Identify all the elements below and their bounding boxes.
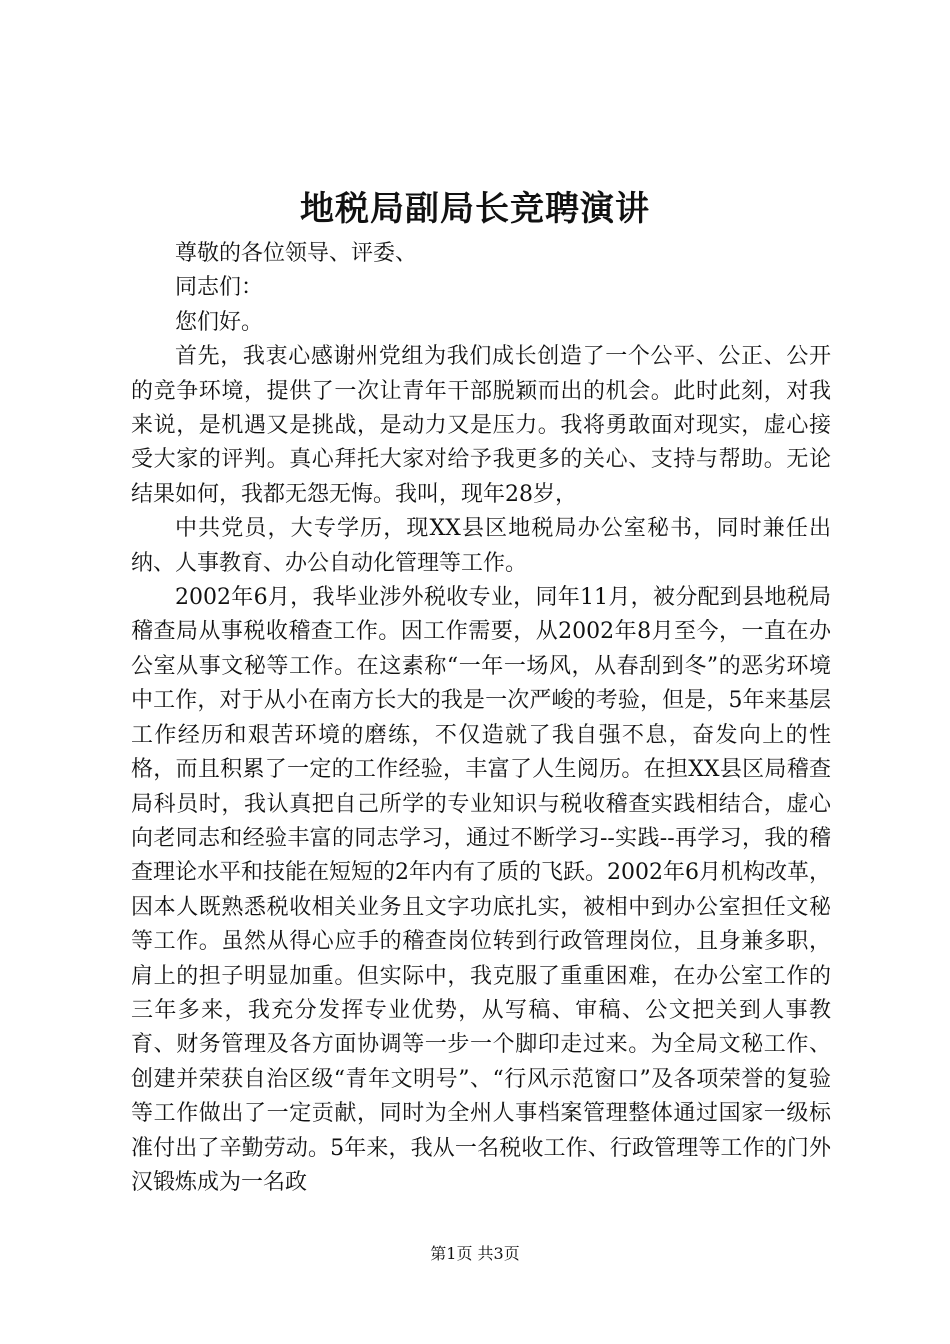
document-title: 地税局副局长竞聘演讲 (300, 189, 650, 229)
document-body (131, 237, 831, 1200)
salutation-line-1: 尊敬的各位领导、评委、 (175, 241, 418, 266)
greeting-line: 您们好。 (175, 309, 264, 335)
paragraph-background: 中共党员，大专学历，现XX县区地税局办公室秘书，同时兼任出纳、人事教育、办公自动化管理等工作。 (131, 516, 831, 576)
salutation-line-2: 同志们： (175, 275, 264, 301)
page-footer: 第1页 共3页 (430, 1244, 520, 1263)
paragraph-experience: 2002年6月，我毕业涉外税收专业，同年11月，被分配到县地税局稽查局从事税收稽查工作。因工作需要，从2002年8月至今，一直在办公室从事文秘等工作。在这素称“一年一场风，从春刮到冬”的恶劣环境中工作，对于从小在南方长大的我是一次严峻的考验，但是，5年来基层工作经历和艰苦环境的磨练，不仅造就了我自强不息，奋发向上的性格，而且积累了一定的工作经验，丰富了人生阅历。在担XX县区局稽查局科员时，我认真把自己所学的专业知识与税收稽查实践相结合，虚心向老同志和经验丰富的同志学习，通过不断学习--实践--再学习，我的稽查理论水平和技能在短短的2年内有了质的飞跃。2002年6月机构改革，因本人既熟悉税收相关业务且文字功底扎实，被相中到办公室担任文秘等工作。虽然从得心应手的稽查岗位转到行政管理岗位，且身兼多职，肩上的担子明显加重。但实际中，我克服了重重困难，在办公室工作的三年多来，我充分发挥专业优势，从写稿、审稿、公文把关到人事教育、财务管理及各方面协调等一步一个脚印走过来。为全局文秘工作、创建并荣获自治区级“青年文明号”、“行风示范窗口”及各项荣誉的复验等工作做出了一定贡献，同时为全州人事档案管理整体通过国家一级标准付出了辛勤劳动。5年来，我从一名税收工作、行政管理等工作的门外汉锻炼成为一名政 (131, 585, 831, 1195)
paragraph-introduction: 首先，我衷心感谢州党组为我们成长创造了一个公平、公正、公开的竞争环境，提供了一次让青年干部脱颖而出的机会。此时此刻，对我来说，是机遇又是挑战，是动力又是压力。我将勇敢面对现实，虚心接受大家的评判。真心拜托大家对给予我更多的关心、支持与帮助。无论结果如何，我都无怨无悔。我叫，现年28岁， (131, 344, 831, 507)
